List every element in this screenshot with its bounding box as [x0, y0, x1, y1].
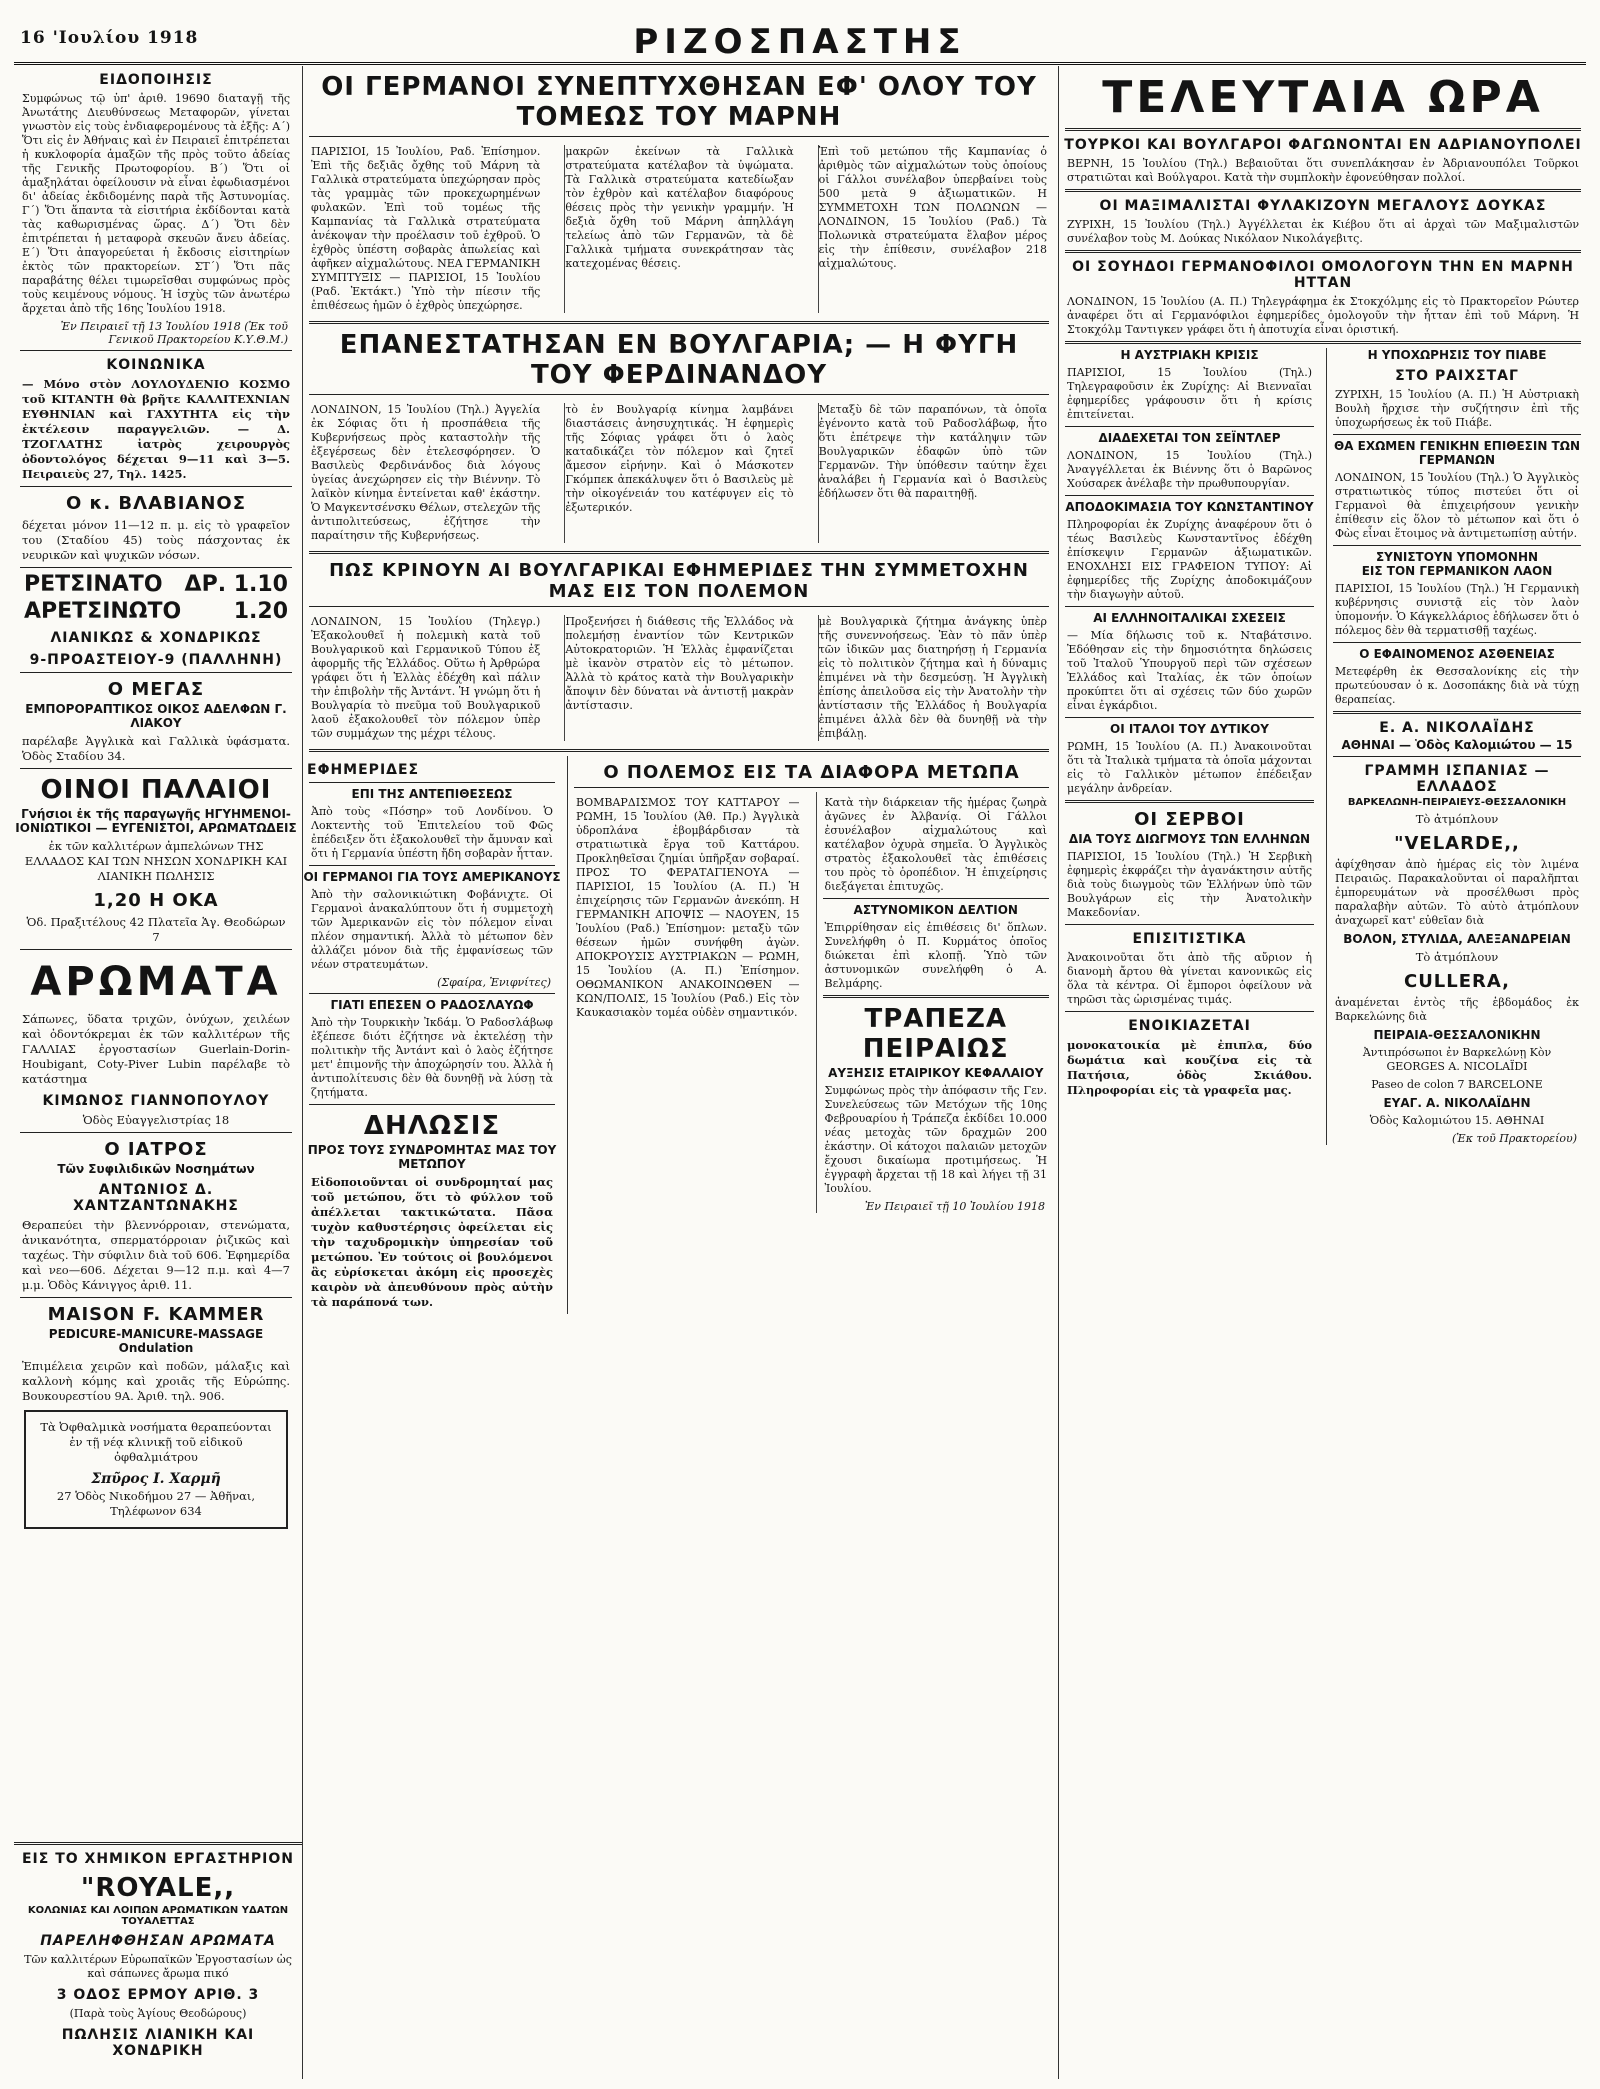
maison-heading: MAISON F. KAMMER	[47, 1304, 265, 1325]
press-col-b: Προξενήσει ἡ διάθεσις τῆς Ἑλλάδος νὰ πολεμήσῃ ἐναντίον τῶν Κεντρικῶν Αὐτοκρατοριῶν. Ἡ Ἑλλὰς ἐμφανίζεται μὲ ἱκανὸν στρατὸν εἰς τὸ μέτωπον. Ἀλλὰ τὸ κράτος κατὰ τὴν Βουλγαρικὴν ἄποψιν δὲν δύναται νὰ ἀντιστῇ μακρὰν ἀντίστασιν.	[564, 615, 793, 741]
americans-source: (Σφαίρα, Ἐνιφνίτες)	[437, 976, 551, 989]
notices-heading: ΕΙΔΟΠΟΙΗΣΙΣ	[99, 72, 213, 88]
nicolaidis-address: ΑΘΗΝΑΙ — Ὁδὸς Καλομιώτου — 15	[1341, 738, 1573, 752]
royale-line-6: 3 ΟΔΟΣ ΕΡΜΟΥ ΑΡΙΘ. 3	[56, 1987, 260, 2003]
ship1-destinations: ΒΟΛΟΝ, ΣΤΥΛΙΔΑ, ΑΛΕΞΑΝΔΡΕΙΑΝ	[1343, 932, 1571, 946]
ship2-name: CULLERA,	[1403, 971, 1511, 992]
serbs-heading: ΟΙ ΣΕΡΒΟΙ	[1134, 809, 1245, 830]
bulgaria-headline: ΕΠΑΝΕΣΤΑΤΗΣΑΝ ΕΝ ΒΟΥΛΓΑΡΙΑ; — Η ΦΥΓΗ ΤΟΥ ΦΕΡΔΙΝΑΝΔΟΥ	[339, 330, 1019, 390]
masthead	[14, 22, 1586, 65]
americans-heading: ΟΙ ΓΕΡΜΑΝΟΙ ΓΙΑ ΤΟΥΣ ΑΜΕΡΙΚΑΝΟΥΣ	[303, 870, 561, 884]
turks-headline: ΤΟΥΡΚΟΙ ΚΑΙ ΒΟΥΛΓΑΡΟΙ ΦΑΓΩΝΟΝΤΑΙ ΕΝ ΑΔΡΙΑΝΟΥΠΟΛΕΙ	[1064, 137, 1582, 153]
constantine-body: Πληροφορίαι ἐκ Ζυρίχης ἀναφέρουν ὅτι ὁ τέως Βασιλεὺς Κωνσταντῖνος ἐδέχθη ἐπίσκεψιν Γερμανῶν ἀξιωματικῶν. ΕΝΟΧΛΗΣΙ ΕΙΣ ΓΡΑΦΕΙΟΝ ΤΥΠΟΥ: Αἱ ἐφημερίδες τῆς Ζυρίχης ἀποδοκιμάζουν τὴν διαγωγὴν αὐτοῦ.	[1067, 518, 1312, 601]
fronts-col-b-text: Κατὰ τὴν διάρκειαν τῆς ἡμέρας ζωηρὰ ἀγῶνες ἐν Ἀλβανίᾳ. Οἱ Γάλλοι ἐσυνέλαβον αἰχμαλώτους καὶ κατέλαβον ὀχυρὰ σημεῖα. Ὁ Ἀγγλικὸς στρατὸς ἐξακολουθεῖ τὰς ἐπιθέσεις του πρὸς τὸ ὀροπέδιον. Ἡ ἐπιχείρησις διεξάγεται ἐπιτυχῶς.	[824, 796, 1047, 893]
eye-clinic-ad	[24, 1410, 288, 1529]
illness-heading: Ο ΕΦΑΙΝΟΜΕΝΟΣ ΑΣΘΕΝΕΙΑΣ	[1359, 647, 1555, 661]
greek-italian-heading: ΑΙ ΕΛΛΗΝΟΙΤΑΛΙΚΑΙ ΣΧΕΣΕΙΣ	[1093, 611, 1286, 625]
doctor-name: ΑΝΤΩΝΙΟΣ Δ. ΧΑΝΤΖΑΝΤΩΝΑΚΗΣ	[73, 1182, 239, 1214]
retsina-price: ΔΡ. 1.10	[184, 572, 288, 597]
swedes-headline: ΟΙ ΣΟΥΗΔΟΙ ΓΕΡΜΑΝΟΦΙΛΟΙ ΟΜΟΛΟΓΟΥΝ ΤΗΝ ΕΝ ΜΑΡΝΗ ΗΤΤΑΝ	[1072, 259, 1574, 291]
wine-body: ἐκ τῶν καλλιτέρων ἀμπελώνων ΤΗΣ ΕΛΛΑΔΟΣ ΚΑΙ ΤΩΝ ΝΗΣΩΝ ΧΟΝΔΡΙΚΗ ΚΑΙ ΛΙΑΝΙΚΗ ΠΩΛΗΣΙΣ	[24, 839, 288, 883]
maison-subheading: PEDICURE-MANICURE-MASSAGE Ondulation	[48, 1327, 264, 1355]
middle-column	[302, 66, 1055, 2079]
bank-subheading: ΑΥΞΗΣΙΣ ΕΤΑΙΡΙΚΟΥ ΚΕΦΑΛΑΙΟΥ	[828, 1066, 1044, 1080]
americans-body: Ἀπὸ τὴν σαλονικιώτικη Φοβάνιχτε. Οἱ Γερμανοὶ ἀνακαλύπτουν ὅτι ἡ συμμετοχὴ τῶν Ἀμερικανῶν εἰς τὸν πόλεμον εἶναι πλέον σημαντική. Ἀλλὰ τὸ μέτωπον δὲν ἀλλάζει μόνον διὰ τῆς ἐμφανίσεως τῶν νέων στρατευμάτων.	[311, 888, 553, 971]
bulgaria-article	[303, 399, 1055, 547]
retsina-address: 9-ΠΡΟΑΣΤΕΙΟΥ-9 (ΠΑΛΛΗΝΗ)	[29, 652, 283, 668]
constantine-heading: ΑΠΟΔΟΚΙΜΑΣΙΑ ΤΟΥ ΚΩΝΣΤΑΝΤΙΝΟΥ	[1065, 500, 1314, 514]
press-headline: ΠΩΣ ΚΡΙΝΟΥΝ ΑΙ ΒΟΥΛΓΑΡΙΚΑΙ ΕΦΗΜΕΡΙΔΕΣ ΤΗΝ ΣΥΜΜΕΤΟΧΗΝ ΜΑΣ ΕΙΣ ΤΟΝ ΠΟΛΕΜΟΝ	[329, 560, 1029, 602]
vlavianos-body: δέχεται μόνον 11—12 π. μ. εἰς τὸ γραφεῖον του (Σταδίου 45) τοὺς πάσχοντας ἐκ νευρικῶν καὶ ψυχικῶν νόσων.	[22, 518, 290, 562]
police-bulletin-body: Ἐπιρρίθησαν εἰς ἐπιθέσεις δι' ὅπλων. Συνελήφθη ὁ Π. Κυρμάτος ὁποῖος διώκεται ἐπὶ κλοπῇ. Ὑπὸ τῶν ἀστυνομικῶν συνελήφθη ὁ Α. Βελμάρης.	[824, 921, 1047, 990]
wine-heading: ΟΙΝΟΙ ΠΑΛΑΙΟΙ	[40, 775, 272, 805]
perfumes-address: Ὁδὸς Εὐαγγελιστρίας 18	[82, 1113, 230, 1127]
counterattack-body: Ἀπὸ τοὺς «Πόσηρ» τοῦ Λονδίνου. Ὁ Λοκτεντὴς τοῦ Ἐπιτελείου τοῦ Φῶς ἐπέδειξεν ὅτι ἐξακολουθεῖ τὴν ἄμυναν καὶ ὅτι ἡ Γερμανία ὑπέστη ἤδη σοβαρὰν ἧτταν.	[311, 805, 553, 860]
shipping-line-heading: ΓΡΑΜΜΗ ΙΣΠΑΝΙΑΣ — ΕΛΛΑΔΟΣ	[1364, 763, 1550, 795]
right-lower-section	[1059, 348, 1587, 1145]
omegas-subheading: ΕΜΠΟΡΟΡΑΠΤΙΚΟΣ ΟΙΚΟΣ ΑΔΕΛΦΩΝ Γ. ΛΙΑΚΟΥ	[25, 702, 287, 730]
royale-line-5: Τῶν καλλιτέρων Εὐρωπαϊκῶν Ἐργοστασίων ὡς καὶ σάπωνες ἄρωμα πικό	[24, 1953, 292, 1980]
retsina-sales: ΛΙΑΝΙΚΩΣ & ΧΟΝΔΡΙΚΩΣ	[50, 630, 262, 646]
newspapers-column	[303, 756, 561, 1314]
serbs-subheading: ΔΙΑ ΤΟΥΣ ΔΙΩΓΜΟΥΣ ΤΩΝ ΕΛΛΗΝΩΝ	[1068, 832, 1311, 846]
bank-signature: Ἐν Πειραιεῖ τῇ 10 Ἰουλίου 1918	[864, 1200, 1045, 1213]
food-supply-heading: ΕΠΙΣΙΤΙΣΤΙΚΑ	[1132, 931, 1247, 947]
seidler-body: ΛΟΝΔΙΝΟΝ, 15 Ἰουλίου (Τηλ.) Ἀναγγέλλεται ἐκ Βιέννης ὅτι ὁ Βαρῶνος Χούσαρεκ ἀνέλαβε τὴν πρωθυπουργίαν.	[1067, 449, 1312, 490]
ship2-body: ἀναμένεται ἐντὸς τῆς ἑβδομάδος ἐκ Βαρκελώνης διὰ	[1335, 996, 1579, 1023]
perfumes-shop: ΚΙΜΩΝΟΣ ΓΙΑΝΝΟΠΟΥΛΟΥ	[42, 1093, 270, 1109]
patience-subheading: ΕΙΣ ΤΟΝ ΓΕΡΜΑΝΙΚΟΝ ΛΑΟΝ	[1361, 564, 1553, 578]
ship1-lead: Τὸ ἀτμόπλουν	[1415, 812, 1499, 826]
social-heading: ΚΟΙΝΩΝΙΚΑ	[106, 357, 206, 373]
aretsinoto-price: 1.20	[233, 599, 288, 624]
omegas-body: παρέλαβε Ἀγγλικὰ καὶ Γαλλικὰ ὑφάσματα. Ὁδὸς Σταδίου 34.	[22, 734, 290, 763]
wine-subheading: Γνήσιοι ἐκ τῆς παραγωγῆς ΗΓΥΗΜΕΝΟΙ-ΙΟΝΙΩΤΙΚΟΙ — ΕΥΓΕΝΙΣΤΟΙ, ΑΡΩΜΑΤΩΔΕΙΣ	[15, 807, 297, 835]
agents-barcelona-address: Paseo de colon 7 BARCELONE	[1371, 1078, 1543, 1091]
for-rent-heading: ΕΝΟΙΚΙΑΖΕΤΑΙ	[1128, 1018, 1251, 1034]
fronts-col-b	[816, 792, 1056, 1213]
radoslavov-heading: ΓΙΑΤΙ ΕΠΕΣΕΝ Ο ΡΑΔΟΣΛΑΥΩΦ	[330, 998, 534, 1012]
doctor-body: Θεραπεύει τὴν βλεννόρροιαν, στενώματα, ἀνικανότητα, σπερματόρροιαν ῥιζικῶς καὶ ταχέως. Τὴν σύφιλιν διὰ τοῦ 606. Ἐφημερίδα καὶ νεο—606. Δέχεται 9—12 π.μ. καὶ 4—7 μ.μ. Ὁδὸς Κάνιγγος ἀριθ. 11.	[22, 1218, 290, 1292]
maximalists-body: ΖΥΡΙΧΗ, 15 Ἰουλίου (Τηλ.) Ἀγγέλλεται ἐκ Κιέβου ὅτι αἱ ἀρχαὶ τῶν Μαξιμαλιστῶν συνέλαβον τοὺς Μ. Δούκας Νικόλαον Νικολάγεβιτς.	[1067, 218, 1579, 245]
for-rent-body: μονοκατοικία μὲ ἐπιπλα, δύο δωμάτια καὶ κουζίνα εἰς τὰ Πατήσια, ὁδὸς Σκιάθου. Πληροφορίαι εἰς τὰ γραφεῖα μας.	[1067, 1038, 1312, 1097]
perfumes-body: Σάπωνες, ὕδατα τριχῶν, ὀνύχων, χειλέων καὶ ὀδοντόκρεμαι ἐκ τῶν καλλιτέρων τῆς ΓΑΛΛΙΑΣ ἐργοστασίων Guerlain-Dorin-Houbigant, Coty-Piver Lubin παρέλαβε τὸ κατάστημα	[22, 1012, 290, 1086]
wine-address: Ὁδ. Πραξιτέλους 42 Πλατεῖα Ἁγ. Θεοδώρων 7	[26, 915, 286, 944]
general-attack-body: ΛΟΝΔΙΝΟΝ, 15 Ἰουλίου (Τηλ.) Ὁ Ἀγγλικὸς στρατιωτικὸς τύπος πιστεύει ὅτι οἱ Γερμανοὶ θὰ ἐπιχειρήσουν γενικὴν ἐπίθεσιν εἰς ὅλον τὸ μέτωπον καὶ ὅτι ὁ Φὼς εἶναι ἕτοιμος νὰ ἀντιμετωπίσῃ αὐτήν.	[1335, 471, 1579, 540]
eye-clinic-name: Σπῦρος Ι. Χαρμῆ	[91, 1471, 221, 1487]
royale-line-2: "ROYALE,,	[80, 1873, 236, 1903]
retsina-price-1	[24, 572, 288, 597]
press-col-a: ΛΟΝΔΙΝΟΝ, 15 Ἰουλίου (Τηλεγρ.) Ἐξακολουθεῖ ἡ πολεμικὴ κατὰ τοῦ Βουλγαρικοῦ καὶ Γερμανικοῦ Τύπου ἐξ ἀφορμῆς τῆς Ἑλλάδος. Οὕτω ἡ Ἀρθρώρα γράφει ὅτι ἡ Ἑλλὰς ἐδέχθη καὶ πάλιν τὴν ἐπιβολὴν τῆς Ἀντάντ. Ἡ γνώμη ὅτι ἡ Βουλγαρία τὸ πνεῦμα τοῦ Βουλγαρικοῦ λαοῦ ἐξακολουθεῖ τὸν πόλεμον ὑπὲρ τῶν συμμάχων της μέχρι τέλους.	[311, 615, 541, 740]
notices-signature: Ἐν Πειραιεῖ τῇ 13 Ἰουλίου 1918 (Ἐκ τοῦ Γενικοῦ Πρακτορείου Κ.Υ.Θ.Μ.)	[60, 320, 288, 346]
maison-body: Ἐπιμέλεια χειρῶν καὶ ποδῶν, μάλαξις καὶ καλλονὴ κόμης καὶ χροιᾶς τῆς Εὐρώπης. Βουκουρεστίου 9Α. Ἀριθ. τηλ. 906.	[22, 1359, 290, 1403]
left-column	[14, 66, 298, 2079]
right-column	[1058, 66, 1587, 2079]
patience-body: ΠΑΡΙΣΙΟΙ, 15 Ἰουλίου (Τηλ.) Ἡ Γερμανικὴ κυβέρνησις συνιστᾷ εἰς τὸν λαὸν ὑπομονήν. Ὁ Κάγκελλάριος ἐδήλωσεν ὅτι ὁ πόλεμος δὲν θὰ τερματισθῇ ταχέως.	[1335, 582, 1579, 637]
right-lower-left	[1059, 348, 1320, 1145]
last-hour-heading: ΤΕΛΕΥΤΑΙΑ ΩΡΑ	[1102, 72, 1544, 123]
newspapers-heading: ΕΦΗΜΕΡΙΔΕΣ	[307, 762, 420, 778]
royale-line-8: ΠΩΛΗΣΙΣ ΛΙΑΝΙΚΗ ΚΑΙ ΧΟΝΔΡΙΚΗ	[61, 2027, 255, 2059]
eye-clinic-address: 27 Ὁδὸς Νικοδήμου 27 — Ἀθῆναι, Τηλέφωνον 634	[56, 1489, 256, 1518]
royale-lab-ad	[14, 1842, 302, 2082]
patience-heading: ΣΥΝΙΣΤΟΥΝ ΥΠΟΜΟΝΗΝ	[1375, 550, 1539, 564]
italians-heading: ΟΙ ΙΤΑΛΟΙ ΤΟΥ ΔΥΤΙΚΟΥ	[1110, 722, 1269, 736]
right-lower-right	[1326, 348, 1587, 1145]
omegas-heading: Ο ΜΕΓΑΣ	[107, 679, 205, 700]
declaration-heading: ΔΗΛΩΣΙΣ	[363, 1111, 501, 1141]
marne-col-b: μακρῶν ἐκείνων τὰ Γαλλικὰ στρατεύματα κατέλαβον τὰ ὑψώματα. Τὰ Γαλλικὰ στρατεύματα κατεδίωξαν τὸν ἐχθρὸν καὶ κατέλαβον διαφόρους θέσεις πρὸς τὴν γενικὴν γραμμήν. Ἡ δεξιὰ ὄχθη τοῦ Μάρνη ἀπηλλάγη τελείως ἀπὸ τῶν Γερμανῶν, τὰ δὲ Γαλλικὰ τμήματα συνεκράτησαν τὰς κατεχομένας θέσεις.	[564, 145, 793, 313]
retsina-label: ΡΕΤΣΙΝΑΤΟ	[24, 572, 163, 597]
austrian-crisis-heading: Η ΑΥΣΤΡΙΑΚΗ ΚΡΙΣΙΣ	[1120, 348, 1259, 362]
lower-middle-section	[303, 756, 1055, 1314]
press-col-c: μὲ Βουλγαρικὰ ζήτημα ἀνάγκης ὑπὲρ τῆς συνεννοήσεως. Ἐὰν τὸ πᾶν ὑπὲρ τῶν ἰδικῶν μας διατηρήσῃ ἡ Γερμανία εἰς τὸ πολιτικὸν ζήτημα καὶ ἡ δύναμις ἐπιμένει νὰ τὴν δεσμεύσῃ. Ἡ Ἀγγλικὴ ἐπίσης ἀπειλοῦσα εἰς τὴν Ἀνατολὴν τὴν ἀντίστασιν τῆς Ἑλλάδος ἡ Βουλγαρία ἐπιμένει ἀλλὰ δὲν θὰ δυνηθῇ νὰ τὴν ἐπιβάλῃ.	[818, 615, 1047, 740]
bulgaria-col-b: τὸ ἐν Βουλγαρίᾳ κίνημα λαμβάνει διαστάσεις ἀνησυχητικάς. Ἡ ἐφημερὶς τῆς Σόφιας γράφει ὅτι ὁ λαὸς καταδικάζει τὸν πόλεμον καὶ ζητεῖ ἄμεσον εἰρήνην. Καὶ ὁ Μάσκοτεν Γκόμπεκ ἀπεκάλυψεν ὅτι ὁ Βασιλεὺς μὲ τὴν οἰκογένειάν του κατέφυγεν εἰς τὸ ἐξωτερικόν.	[564, 403, 793, 543]
ship2-destinations: ΠΕΙΡΑΙΑ-ΘΕΣΣΑΛΟΝΙΚΗΝ	[1373, 1028, 1541, 1042]
royale-line-7: (Παρὰ τοὺς Ἁγίους Θεοδώρους)	[69, 2007, 247, 2020]
bulgaria-col-a: ΛΟΝΔΙΝΟΝ, 15 Ἰουλίου (Τηλ.) Ἀγγελία ἐκ Σόφιας ὅτι ἡ προσπάθεια τῆς Κυβερνήσεως πρὸς καταστολὴν τῆς ἐξεγέρσεως δὲν ἐτελεσφόρησεν. Ὁ Βασιλεὺς Φερδινάνδος διὰ λόγους ὑγείας ἀνεχώρησεν εἰς τὴν Βιέννην. Τὸ λαϊκὸν κίνημα ἐντείνεται καθ' ἑκάστην. Ὁ Μαγκεντσένσκυ Θέλων, στελεχῶν τῆς ἀντιπολιτεύσεως, ἐζήτησε τὴν παραίτησιν τῆς Κυβερνήσεως.	[311, 403, 541, 542]
agents-barcelona: Ἀντιπρόσωποι ἐν Βαρκελώνῃ Κὸν GEORGES A. NICOLAÏDI	[1362, 1046, 1552, 1073]
greek-italian-body: — Μία δήλωσις τοῦ κ. Νταβάτσινο. Ἐδόθησαν εἰς τὴν δημοσιότητα δηλώσεις τοῦ Ἰταλοῦ Ὑπουργοῦ περὶ τῶν σχέσεων Ἑλλάδος καὶ Ἰταλίας, ἐκ τῶν ὁποίων προκύπτει ὅτι αἱ σχέσεις τῶν δύο χωρῶν εἶναι ἐγκάρδιοι.	[1067, 629, 1312, 712]
bank-heading: ΤΡΑΠΕΖΑ ΠΕΙΡΑΙΩΣ	[862, 1004, 1009, 1064]
fronts-column	[567, 756, 1055, 1314]
declaration-subheading: ΠΡΟΣ ΤΟΥΣ ΣΥΝΔΡΟΜΗΤΑΣ ΜΑΣ ΤΟΥ ΜΕΤΩΠΟΥ	[307, 1143, 557, 1171]
aretsinoto-label: ΑΡΕΤΣΙΝΩΤΟ	[24, 599, 182, 624]
press-article	[303, 611, 1055, 745]
illness-body: Μετεφέρθη ἐκ Θεσσαλονίκης εἰς τὴν πρωτεύουσαν ὁ κ. Δοσοπάκης διὰ νὰ τύχῃ θεραπείας.	[1335, 665, 1579, 706]
ship2-lead: Τὸ ἀτμόπλουν	[1415, 950, 1499, 964]
marne-headline: ΟΙ ΓΕΡΜΑΝΟΙ ΣΥΝΕΠΤΥΧΘΗΣΑΝ ΕΦ' ΟΛΟΥ ΤΟΥ ΤΟΜΕΩΣ ΤΟΥ ΜΑΡΝΗ	[321, 72, 1037, 132]
eye-clinic-body: Τὰ Ὀφθαλμικὰ νοσήματα θεραπεύονται ἐν τῇ νέᾳ κλινικῇ τοῦ εἰδικοῦ ὀφθαλμιάτρου	[40, 1420, 272, 1464]
fronts-article	[568, 792, 1055, 1213]
declaration-body: Εἰδοποιοῦνται οἱ συνδρομηταί μας τοῦ μετώπου, ὅτι τὸ φύλλον τοῦ ἀπέλλεται τακτικώτατα. Πᾶσα τυχὸν καθυστέρησις ὀφείλεται εἰς τὴν ταχυδρομικὴν ὑπηρεσίαν τοῦ μετώπου. Ἐν τούτοις οἱ βουλόμενοι ἂς εὐρίσκεται ἀκόμη εἰς προσεχὲς καιρὸν νὰ ἀπευθύνουν πρὸς αὐτὴν τὰ παράπονά των.	[311, 1175, 553, 1309]
marne-col-c: Ἐπὶ τοῦ μετώπου τῆς Καμπανίας ὁ ἀριθμὸς τῶν αἰχμαλώτων τοὺς ὁποίους οἱ Γάλλοι συνέλαβον ὑπερβαίνει τοὺς 500 μετὰ 9 ἀξιωματικῶν. Η ΣΥΜΜΕΤΟΧΗ ΤΩΝ ΠΟΛΩΝΩΝ — ΛΟΝΔΙΝΟΝ, 15 Ἰουλίου (Ραδ.) Τὰ Πολωνικὰ στρατεύματα ἔλαβον μέρος εἰς τὴν ἐπίθεσιν, συνέλαβον 218 αἰχμαλώτους.	[818, 145, 1047, 313]
general-attack-heading: ΘΑ ΕΧΩΜΕΝ ΓΕΝΙΚΗΝ ΕΠΙΘΕΣΙΝ ΤΩΝ ΓΕΡΜΑΝΩΝ	[1333, 439, 1580, 467]
austrian-crisis-body: ΠΑΡΙΣΙΟΙ, 15 Ἰουλίου (Τηλ.) Τηλεγραφοῦσιν ἐκ Ζυρίχης: Αἱ Βιενναῖαι ἐφημερίδες γράφουσιν ὅτι ἡ κρίσις ἐπιτείνεται.	[1067, 366, 1312, 421]
agents-source: (Ἐκ τοῦ Πρακτορείου)	[1452, 1132, 1577, 1145]
ship1-body: ἀφίχθησαν ἀπὸ ἡμέρας εἰς τὸν λιμένα Πειραιῶς. Παρακαλοῦνται οἱ παραλῆπται ἐμπορευμάτων νὰ προσέλθωσι πρὸς παραλαβὴν αὐτῶν. Τὸ αὐτὸ ἀτμόπλουν ἀναχωρεῖ κατ' εὐθεῖαν διὰ	[1335, 858, 1579, 927]
nicolaidis-heading: Ε. Α. ΝΙΚΟΛΑΪΔΗΣ	[1379, 720, 1535, 736]
piave-body: ΖΥΡΙΧΗ, 15 Ἰουλίου (Α. Π.) Ἡ Αὐστριακὴ Βουλὴ ἤρχισε τὴν συζήτησιν ἐπὶ τῆς ὑποχωρήσεως ἐκ τοῦ Πιάβε.	[1335, 388, 1579, 429]
agents-athens-address: Ὁδὸς Καλομιώτου 15. ΑΘΗΝΑΙ	[1369, 1114, 1545, 1127]
turks-body: ΒΕΡΝΗ, 15 Ἰουλίου (Τηλ.) Βεβαιοῦται ὅτι συνεπλάκησαν ἐν Ἀδριανουπόλει Τοῦρκοι στρατιῶται καὶ Βούλγαροι. Κατὰ τὴν συμπλοκὴν ἐφονεύθησαν πολλοί.	[1067, 157, 1579, 184]
doctor-subheading: Τῶν Συφιλιδικῶν Νοσημάτων	[57, 1162, 255, 1176]
police-bulletin-heading: ΑΣΤΥΝΟΜΙΚΟΝ ΔΕΛΤΙΟΝ	[853, 903, 1018, 917]
fronts-col-a: ΒΟΜΒΑΡΔΙΣΜΟΣ ΤΟΥ ΚΑΤΤΑΡΟΥ — ΡΩΜΗ, 15 Ἰουλίου (Ἀθ. Πρ.) Ἀγγλικὰ ὑδροπλάνα ἐβομβάρδισαν τὰ στρατιωτικὰ ἔργα τοῦ Καττάρου. Προκληθεῖσαι ζημίαι ὑπῆρξαν σοβαραί. ΠΡΟΣ ΤΟ ΦΕΡΑΤΑΓΙΕΝΟΥΑ — ΠΑΡΙΣΙΟΙ, 15 Ἰουλίου (Α. Π.) Ἡ ἐπιχείρησις τῶν Γερμανῶν ἀνεκόπη. Η ΓΕΡΜΑΝΙΚΗ ΑΠΟΨΙΣ — ΝΑΟΥΕΝ, 15 Ἰουλίου (Ραδ.) Ἐπίσημον: μεταξὺ τῶν θέσεων ἡμῶν συνήφθη ἀγὼν. ΑΠΟΚΡΟΥΣΙΣ ΑΥΣΤΡΙΑΚΩΝ — ΡΩΜΗ, 15 Ἰουλίου (Α. Π.) Ἐπίσημον. ΟΘΩΜΑΝΙΚΟΝ ΑΝΑΚΟΙΝΩΘΕΝ — ΚΩΝ/ΠΟΛΙΣ, 15 Ἰουλίου (Ραδ.) Εἰς τὸν Καυκασιακὸν τομέα οὐδὲν σημαντικόν.	[576, 796, 800, 1019]
royale-line-1: ΕΙΣ ΤΟ ΧΗΜΙΚΟΝ ΕΡΓΑΣΤΗΡΙΟΝ	[21, 1851, 295, 1867]
swedes-body: ΛΟΝΔΙΝΟΝ, 15 Ἰουλίου (Α. Π.) Τηλεγράφημα ἐκ Στοκχόλμης εἰς τὸ Πρακτορεῖον Ρώυτερ ἀναφέρει ὅτι αἱ Γερμανόφιλοι ἐφημερίδες ὁμολογοῦν τὴν ἧτταν ἐπὶ τοῦ Μάρνη. Ἡ Στοκχόλμ Ταντιγκεν γράφει ὅτι ἡ ἀποτυχία εἶναι ὁριστική.	[1067, 295, 1579, 336]
newspaper-title: ΡΙΖΟΣΠΑΣΤΗΣ	[633, 22, 967, 62]
wine-price: 1,20 Η ΟΚΑ	[93, 890, 219, 911]
doctor-heading: Ο ΙΑΤΡΟΣ	[104, 1139, 208, 1160]
fronts-headline: Ο ΠΟΛΕΜΟΣ ΕΙΣ ΤΑ ΔΙΑΦΟΡΑ ΜΕΤΩΠΑ	[603, 762, 1020, 783]
social-body: — Μόνο στὸν ΛΟΥΛΟΥΔΕΝΙΟ ΚΟΣΜΟ τοῦ ΚΙΤΑΝΤΗ θὰ βρῆτε ΚΑΛΛΙΤΕΧΝΙΑΝ ΕΥΘΗΝΙΑΝ καὶ ΓΑΧΥΤΗΤΑ εἰς τὴν ἐκτέλεσιν παραγγελιῶν. — Δ. ΤΖΟΓΛΑΤΗΣ ἰατρὸς χειρουργὸς ὀδοντολόγος δέχεται 9—11 καὶ 3—5. Πειραιεὺς 27, Τηλ. 1425.	[22, 377, 290, 481]
vlavianos-heading: Ο κ. ΒΛΑΒΙΑΝΟΣ	[65, 493, 247, 514]
bulgaria-col-c: Μεταξὺ δὲ τῶν παραπόνων, τὰ ὁποῖα ἐγένοντο κατὰ τοῦ Ραδοσλάβωφ, ἦτο ὅτι ἐπέτρεψε τὴν κατάληψιν τῶν Βουλγαρικῶν ἐδαφῶν ὑπὸ τῶν Γερμανῶν. Τὴν ὑπόθεσιν ταύτην ἔχει ἀναλάβει ἡ Γερμανία καὶ ὁ Βασιλεὺς ἐδήλωσεν ὅτι θὰ παραιτηθῇ.	[818, 403, 1047, 543]
notices-body: Συμφώνως τῷ ὑπ' ἀριθ. 19690 διαταγῇ τῆς Ἀνωτάτης Διευθύνσεως Μεταφορῶν, γίνεται γνωστὸν εἰς τοὺς ἐνδιαφερομένους τὰ ἑξῆς: Α΄) Ὅτι εἰς ἐν Ἀθήναις καὶ ἐν Πειραιεῖ ἐπιτρέπεται ἡ κυκλοφορία ἁμαξῶν τῆς πρὸς τοῦτο ἀδείας τῆς Γενικῆς Πρωτοφορίου. Β΄) Ὅτι οἱ ἁμαξηλάται ὀφείλουσιν νὰ εἶναι ἐφωδιασμένοι δι' ἀδείας ἐκδιδομένης παρὰ τῆς Ἀστυνομίας. Γ΄) Ὅτι ἅπαντα τὰ εἰσιτήρια ἐκδίδονται κατὰ τὰς καθωρισμένας ὥρας. Δ΄) Ὅτι δὲν ἐπιτρέπεται ἡ μεταφορὰ σκευῶν ἄνευ ἀδείας. Ε΄) Ὅτι ἀπαγορεύεται ἡ ἔκδοσις εἰσιτηρίων ἐκτὸς τῶν πρακτορείων. ΣΤ΄) Ὅτι πᾶς παραβάτης θέλει τιμωρεῖσθαι συμφώνως πρὸς τοὺς κειμένους νόμους. Ἡ ἰσχὺς τῶν ἀνωτέρω ἄρχεται ἀπὸ τῆς 16ης Ἰουλίου 1918.	[22, 92, 290, 315]
serbs-body: ΠΑΡΙΣΙΟΙ, 15 Ἰουλίου (Τηλ.) Ἡ Σερβικὴ ἐφημερὶς ἐκφράζει τὴν ἀγανάκτησιν αὐτῆς διὰ τοὺς διωγμοὺς τῶν Ἑλλήνων ὑπὸ τῶν Βουλγάρων εἰς τὴν Ἀνατολικὴν Μακεδονίαν.	[1067, 850, 1312, 919]
royale-line-4: ΠΑΡΕΛΗΦΘΗΣΑΝ ΑΡΩΜΑΤΑ	[40, 1933, 276, 1949]
marne-col-a: ΠΑΡΙΣΙΟΙ, 15 Ἰουλίου, Ραδ. Ἐπίσημον. Ἐπὶ τῆς δεξιᾶς ὄχθης τοῦ Μάρνη τὰ Γαλλικὰ στρατεύματα ὑπεχώρησαν πρὸς τὰς γραμμὰς τῶν προκεχωρημένων φυλακῶν. Ἐπὶ τοῦ τομέως τῆς Καμπανίας τὰ Γαλλικὰ στρατεύματα ἀνέκοψαν τὴν προέλασιν τοῦ ἐχθροῦ. Ὁ ἐχθρὸς ὑπέστη σοβαρὰς ἀπωλείας καὶ ἀφῆκεν αἰχμαλώτους. ΝΕΑ ΓΕΡΜΑΝΙΚΗ ΣΥΜΠΤΥΞΙΣ — ΠΑΡΙΣΙΟΙ, 15 Ἰουλίου (Ραδ. Ἐκτάκτ.) Ὑπὸ τὴν πίεσιν τῆς ἐπιθέσεως ἡμῶν ὁ ἐχθρὸς ὑπεχώρησε.	[311, 145, 541, 312]
marne-article	[303, 141, 1055, 317]
bank-body: Συμφώνως πρὸς τὴν ἀπόφασιν τῆς Γεν. Συνελεύσεως τῶν Μετόχων τῆς 10ης Φεβρουαρίου ἡ Τράπεζα ἐκδίδει 10.000 νέας μετοχὰς τῶν δραχμῶν 200 ἑκάστην. Οἱ κάτοχοι παλαιῶν μετοχῶν ἔχουσι δικαίωμα προτιμήσεως. Ἡ ἐγγραφὴ ἄρχεται τῇ 18 καὶ λήγει τῇ 31 Ἰουλίου.	[824, 1084, 1047, 1195]
issue-date: 16 'Ιουλίου 1918	[20, 28, 199, 48]
maximalists-headline: ΟΙ ΜΑΞΙΜΑΛΙΣΤΑΙ ΦΥΛΑΚΙΖΟΥΝ ΜΕΓΑΛΟΥΣ ΔΟΥΚΑΣ	[1099, 198, 1547, 214]
retsina-price-2	[24, 599, 288, 624]
ship1-name: "VELARDE,,	[1394, 833, 1520, 854]
perfumes-heading: ΑΡΩΜΑΤΑ	[30, 959, 282, 1005]
royale-line-3: ΚΟΛΩΝΙΑΣ ΚΑΙ ΛΟΙΠΩΝ ΑΡΩΜΑΤΙΚΩΝ ΥΔΑΤΩΝ ΤΟΥΑΛΕΤΤΑΣ	[27, 1905, 289, 1927]
radoslavov-body: Ἀπὸ τὴν Τουρκικὴν Ἰκδάμ. Ὁ Ραδοσλάβωφ ἐξέπεσε διότι ἐζήτησε νὰ ἐκτελέσῃ τὴν πολιτικὴν τῆς Ἀντάντ καὶ ὁ λαὸς ἐζήτησε μετ' ἐπιμονῆς τὴν ἀποχώρησίν του. Ἀλλὰ ἡ ἀντιπολίτευσις δὲν θὰ δυνηθῇ νὰ λύσῃ τὰ ζητήματα.	[311, 1016, 553, 1099]
counterattack-heading: ΕΠΙ ΤΗΣ ΑΝΤΕΠΙΘΕΣΕΩΣ	[351, 787, 513, 801]
seidler-heading: ΔΙΑΔΕΧΕΤΑΙ ΤΟΝ ΣΕΪΝΤΛΕΡ	[1098, 431, 1281, 445]
piave-heading: Η ΥΠΟΧΩΡΗΣΙΣ ΤΟΥ ΠΙΑΒΕ	[1367, 348, 1547, 362]
piave-subheading: ΣΤΟ ΡΑΙΧΣΤΑΓ	[1395, 368, 1519, 384]
agents-athens: ΕΥΑΓ. Α. ΝΙΚΟΛΑΪΔΗΝ	[1383, 1096, 1531, 1110]
food-supply-body: Ἀνακοινοῦται ὅτι ἀπὸ τῆς αὔριον ἡ διανομὴ ἄρτου θὰ γίνεται κανονικῶς εἰς ὅλα τὰ κέντρα. Οἱ ἔμποροι ὀφείλουν νὰ τηρῶσι τὰς ὡρισμένας τιμάς.	[1067, 951, 1312, 1006]
shipping-line-route: ΒΑΡΚΕΛΩΝΗ-ΠΕΙΡΑΙΕΥΣ-ΘΕΣΣΑΛΟΝΙΚΗ	[1347, 797, 1567, 808]
italians-body: ΡΩΜΗ, 15 Ἰουλίου (Α. Π.) Ἀνακοινοῦται ὅτι τὰ Ἰταλικὰ τμήματα τὰ ὁποῖα μάχονται εἰς τὸ Γαλλικὸν μέτωπον ἐπέδειξαν μεγάλην ἀνδρείαν.	[1067, 740, 1312, 795]
